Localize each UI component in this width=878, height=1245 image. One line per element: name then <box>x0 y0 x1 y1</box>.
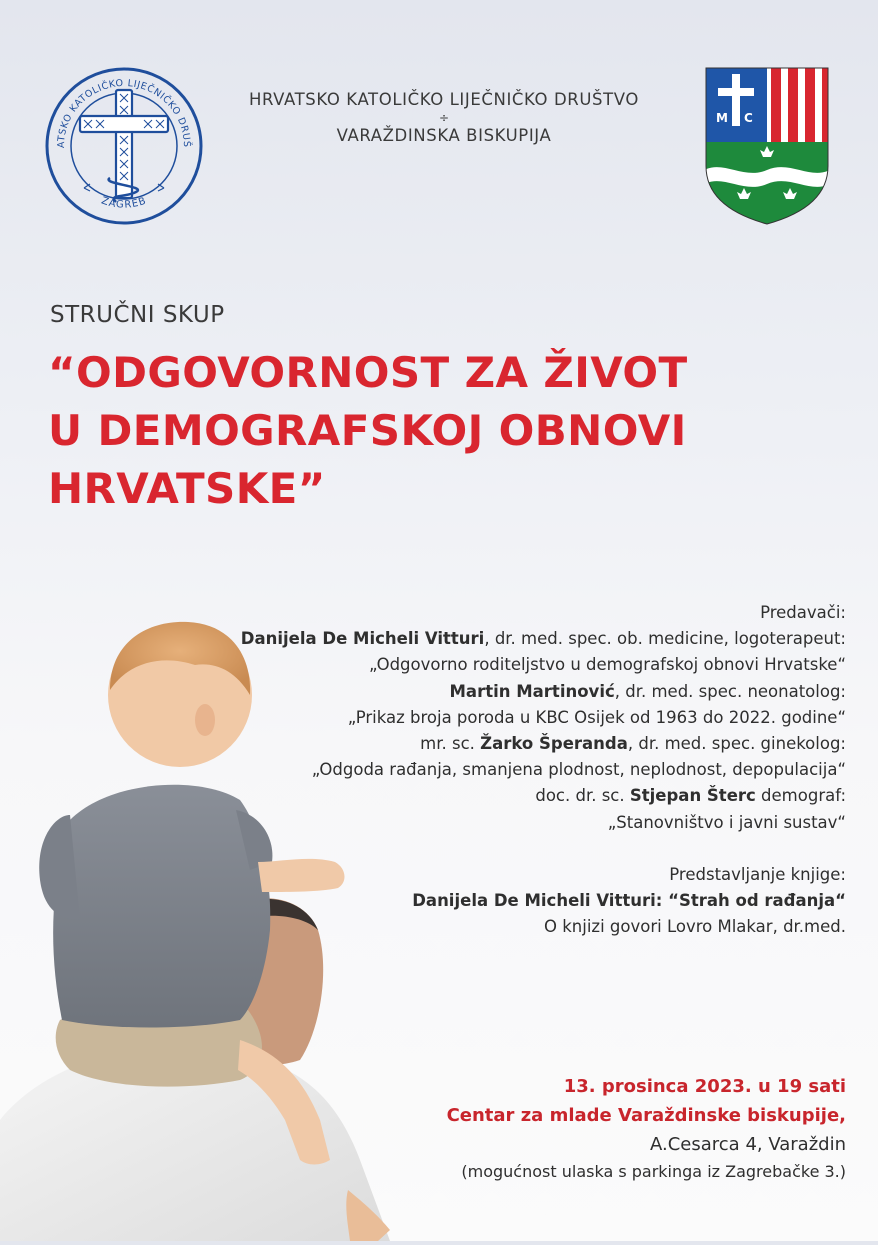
diocese-name: VARAŽDINSKA BISKUPIJA <box>336 126 552 145</box>
speaker-role: , dr. med. spec. ginekolog: <box>627 734 846 754</box>
speaker-prefix: mr. sc. <box>420 734 481 754</box>
event-details <box>326 1072 846 1184</box>
event-address: A.Cesarca 4, Varaždin <box>650 1134 846 1155</box>
coat-letter-m: M <box>716 111 728 125</box>
speaker-role: , dr. med. spec. neonatolog: <box>614 681 846 701</box>
speaker-name: Stjepan Šterc <box>629 786 756 806</box>
header-divider: ÷ <box>438 111 450 125</box>
seal-text-bottom: ZAGREB <box>99 195 149 211</box>
org-name: HRVATSKO KATOLIČKO LIJEČNIČKO DRUŠTVO <box>249 90 639 109</box>
speaker-name: Žarko Šperanda <box>480 734 628 754</box>
book-title-line: Danijela De Micheli Vitturi: “Strah od rađanja“ <box>412 891 846 911</box>
speaker-name: Danijela De Micheli Vitturi <box>240 629 485 649</box>
event-title-line: U DEMOGRAFSKOJ OBNOVI <box>48 406 687 455</box>
book-heading: Predstavljanje knjige: <box>669 864 846 884</box>
speaker-role: demograf: <box>755 786 846 806</box>
speaker-talk-title: „Odgoda rađanja, smanjena plodnost, neplodnost, depopulacija“ <box>311 760 846 780</box>
event-title-line: “ODGOVORNOST ZA ŽIVOT <box>48 348 688 397</box>
parking-note: (mogućnost ulaska s parkinga iz Zagrebačke 3.) <box>461 1162 846 1181</box>
speakers-section <box>206 600 846 940</box>
event-title-line: HRVATSKE” <box>48 464 326 513</box>
speaker-line <box>206 783 846 809</box>
speaker-line <box>206 679 846 705</box>
diocese-coat-of-arms <box>704 66 830 226</box>
speakers-heading: Predavači: <box>760 603 846 622</box>
header-org-block <box>230 90 658 145</box>
speaker-name: Martin Martinović <box>449 681 615 701</box>
speaker-line <box>206 626 846 652</box>
event-type-label: STRUČNI SKUP <box>50 302 225 328</box>
speaker-talk-title: „Prikaz broja poroda u KBC Osijek od 1963 do 2022. godine“ <box>347 707 846 727</box>
speaker-prefix: doc. dr. sc. <box>535 786 630 806</box>
speaker-line <box>206 731 846 757</box>
event-title <box>48 344 768 518</box>
speaker-talk-title: „Odgovorno roditeljstvo u demografskoj obnovi Hrvatske“ <box>368 655 846 675</box>
seal-text-top: ATSKO KATOLIČKO LIJEČNIČKO DRUŠ <box>55 77 193 149</box>
org-seal-logo <box>44 66 204 226</box>
speaker-talk-title: „Stanovništvo i javni sustav“ <box>607 812 846 832</box>
coat-letter-c: C <box>744 111 753 125</box>
speaker-role: , dr. med. spec. ob. medicine, logoterapeut: <box>484 629 846 649</box>
event-venue: Centar za mlade Varaždinske biskupije, <box>446 1105 846 1126</box>
event-date-time: 13. prosinca 2023. u 19 sati <box>563 1076 846 1097</box>
book-presenter: O knjizi govori Lovro Mlakar, dr.med. <box>544 917 846 937</box>
